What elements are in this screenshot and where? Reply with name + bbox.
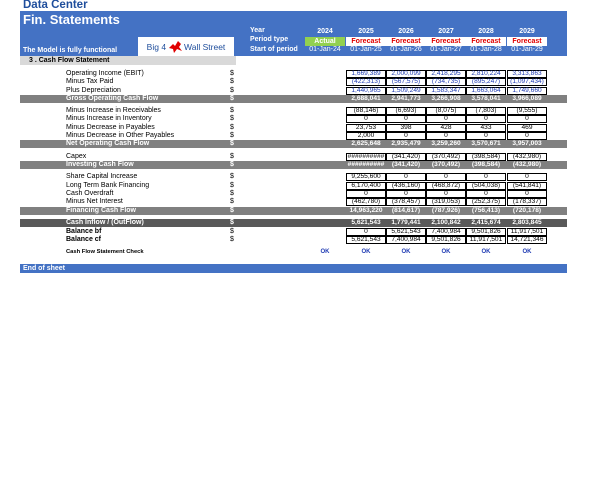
value-cell[interactable]: 9,501,826 bbox=[466, 228, 506, 236]
value-cell[interactable]: (370,492) bbox=[431, 161, 461, 168]
cash-flow-row bbox=[20, 107, 567, 115]
currency-symbol: $ bbox=[230, 219, 234, 226]
cash-flow-row bbox=[20, 173, 567, 181]
row-label: Gross Operating Cash Flow bbox=[66, 95, 159, 102]
value-cell[interactable]: 3,578,041 bbox=[471, 95, 501, 102]
cash-flow-row bbox=[20, 198, 567, 206]
value-cell[interactable]: 1,749,660 bbox=[507, 87, 547, 95]
value-cell[interactable]: (504,038) bbox=[466, 182, 506, 190]
value-cell[interactable]: 7,400,984 bbox=[426, 228, 466, 236]
value-cell[interactable]: 5,621,543 bbox=[386, 228, 426, 236]
value-cell[interactable]: 0 bbox=[466, 173, 506, 181]
cash-flow-row bbox=[20, 182, 567, 190]
currency-symbol: $ bbox=[230, 107, 234, 114]
value-cell[interactable]: 2,810,224 bbox=[466, 70, 506, 78]
value-cell[interactable]: 0 bbox=[507, 190, 547, 198]
row-label: Minus Decrease in Other Payables bbox=[66, 132, 175, 139]
section-title: 3 . Cash Flow Statement bbox=[20, 56, 236, 65]
value-cell[interactable]: 0 bbox=[507, 115, 547, 123]
value-cell[interactable]: (9,555) bbox=[507, 107, 547, 115]
value-cell[interactable]: 0 bbox=[466, 190, 506, 198]
value-cell[interactable]: 1,779,441 bbox=[391, 219, 421, 226]
value-cell[interactable]: (319,053) bbox=[426, 198, 466, 206]
value-cell[interactable]: 2,803,845 bbox=[512, 219, 542, 226]
cash-flow-row bbox=[20, 78, 567, 86]
value-cell[interactable]: (398,584) bbox=[471, 161, 501, 168]
period-type-cell[interactable]: Forecast bbox=[507, 37, 547, 46]
currency-symbol: $ bbox=[230, 70, 234, 77]
model-note: The Model is fully functional bbox=[23, 47, 118, 54]
year-cell[interactable]: 2026 bbox=[398, 28, 414, 35]
value-cell[interactable]: 3,957,003 bbox=[512, 140, 542, 147]
value-cell[interactable]: ########## bbox=[347, 153, 385, 160]
currency-symbol: $ bbox=[230, 78, 234, 85]
value-cell[interactable]: 2,625,648 bbox=[351, 140, 381, 147]
year-header-label: Year bbox=[250, 27, 265, 34]
year-cell[interactable]: 2028 bbox=[478, 28, 494, 35]
row-label: Net Operating Cash Flow bbox=[66, 140, 150, 147]
value-cell[interactable]: (756,413) bbox=[471, 207, 501, 214]
cash-flow-row bbox=[20, 190, 567, 198]
value-cell[interactable]: (462,780) bbox=[346, 198, 386, 206]
value-cell[interactable]: 433 bbox=[466, 124, 506, 132]
cash-flow-row bbox=[20, 70, 567, 78]
year-cell[interactable]: 2025 bbox=[358, 28, 374, 35]
start-date-cell[interactable]: 01-Jan-28 bbox=[470, 46, 502, 53]
value-cell[interactable]: (88,146) bbox=[346, 107, 386, 115]
row-label: Minus Decrease in Payables bbox=[66, 124, 155, 131]
value-cell[interactable]: 0 bbox=[426, 173, 466, 181]
value-cell[interactable]: (1,097,434) bbox=[507, 78, 547, 86]
cash-flow-row bbox=[20, 132, 567, 140]
currency-symbol: $ bbox=[230, 161, 234, 168]
value-cell[interactable]: (422,313) bbox=[346, 78, 386, 86]
company-logo bbox=[138, 37, 234, 56]
value-cell[interactable]: 0 bbox=[426, 190, 466, 198]
row-label: Cash Overdraft bbox=[66, 190, 114, 197]
value-cell[interactable]: (468,872) bbox=[426, 182, 466, 190]
value-cell[interactable]: 6,170,400 bbox=[346, 182, 386, 190]
value-cell[interactable]: 0 bbox=[426, 132, 466, 140]
row-label: Long Term Bank Financing bbox=[66, 182, 150, 189]
cash-flow-row bbox=[20, 228, 567, 236]
value-cell[interactable]: (341,420) bbox=[391, 161, 421, 168]
value-cell[interactable]: 2,688,041 bbox=[351, 95, 381, 102]
value-cell[interactable]: 1,509,249 bbox=[386, 87, 426, 95]
currency-symbol: $ bbox=[230, 87, 234, 94]
cash-flow-row bbox=[20, 236, 567, 244]
check-ok-cell: OK bbox=[401, 249, 411, 255]
value-cell[interactable]: 1,669,389 bbox=[346, 70, 386, 78]
value-cell[interactable]: 11,917,501 bbox=[507, 228, 547, 236]
currency-symbol: $ bbox=[230, 236, 234, 243]
period-type-cell[interactable]: Actual bbox=[305, 37, 345, 46]
check-label: Cash Flow Statement Check bbox=[66, 249, 144, 255]
currency-symbol: $ bbox=[230, 115, 234, 122]
value-cell[interactable]: 0 bbox=[346, 115, 386, 123]
currency-symbol: $ bbox=[230, 95, 234, 102]
value-cell[interactable]: 1,663,064 bbox=[466, 87, 506, 95]
period-type-cell[interactable]: Forecast bbox=[426, 37, 466, 46]
value-cell[interactable]: 1,440,965 bbox=[346, 87, 386, 95]
value-cell[interactable]: (720,178) bbox=[512, 207, 542, 214]
value-cell[interactable]: (252,375) bbox=[466, 198, 506, 206]
start-date-cell[interactable]: 01-Jan-27 bbox=[430, 46, 462, 53]
check-ok-cell: OK bbox=[441, 249, 451, 255]
sheet-title: Fin. Statements bbox=[23, 12, 120, 27]
row-label: Minus Tax Paid bbox=[66, 78, 114, 85]
value-cell[interactable]: (436,160) bbox=[386, 182, 426, 190]
value-cell[interactable]: 1,583,347 bbox=[426, 87, 466, 95]
currency-symbol: $ bbox=[230, 198, 234, 205]
period-type-header-label: Period type bbox=[250, 36, 289, 43]
row-label: Minus Increase in Receivables bbox=[66, 107, 161, 114]
start-date-cell[interactable]: 01-Jan-25 bbox=[350, 46, 382, 53]
value-cell[interactable]: (370,492) bbox=[426, 153, 466, 161]
value-cell[interactable]: 11,917,501 bbox=[466, 236, 506, 244]
check-ok-cell: OK bbox=[361, 249, 371, 255]
currency-symbol: $ bbox=[230, 207, 234, 214]
value-cell[interactable]: (432,980) bbox=[512, 161, 542, 168]
year-cell[interactable]: 2027 bbox=[438, 28, 454, 35]
value-cell[interactable]: 0 bbox=[507, 173, 547, 181]
value-cell[interactable]: (814,617) bbox=[391, 207, 421, 214]
value-cell[interactable]: 3,313,863 bbox=[507, 70, 547, 78]
value-cell[interactable]: 7,400,984 bbox=[386, 236, 426, 244]
value-cell[interactable]: 0 bbox=[507, 132, 547, 140]
year-cell[interactable]: 2024 bbox=[317, 28, 333, 35]
value-cell[interactable]: (6,693) bbox=[386, 107, 426, 115]
currency-symbol: $ bbox=[230, 124, 234, 131]
period-type-cell[interactable]: Forecast bbox=[466, 37, 506, 46]
logo-text-left: Big 4 bbox=[146, 41, 167, 52]
start-period-header-label: Start of period bbox=[250, 46, 298, 53]
cash-flow-row bbox=[20, 87, 567, 95]
value-cell[interactable]: 14,721,346 bbox=[507, 236, 547, 244]
currency-symbol: $ bbox=[230, 132, 234, 139]
start-date-cell[interactable]: 01-Jan-26 bbox=[390, 46, 422, 53]
currency-symbol: $ bbox=[230, 140, 234, 147]
end-of-sheet: End of sheet bbox=[20, 264, 567, 273]
currency-symbol: $ bbox=[230, 228, 234, 235]
value-cell[interactable]: 3,570,671 bbox=[471, 140, 501, 147]
value-cell[interactable]: (432,980) bbox=[507, 153, 547, 161]
value-cell[interactable]: 0 bbox=[346, 190, 386, 198]
value-cell[interactable]: (341,420) bbox=[386, 153, 426, 161]
value-cell[interactable]: 0 bbox=[426, 115, 466, 123]
cash-flow-row bbox=[20, 153, 567, 161]
period-type-cell[interactable]: Forecast bbox=[386, 37, 426, 46]
value-cell[interactable]: 0 bbox=[386, 190, 426, 198]
value-cell[interactable]: 5,621,543 bbox=[346, 236, 386, 244]
value-cell[interactable]: (567,575) bbox=[386, 78, 426, 86]
value-cell[interactable]: 398 bbox=[386, 124, 426, 132]
value-cell[interactable]: 0 bbox=[466, 132, 506, 140]
row-label: Minus Net Interest bbox=[66, 198, 123, 205]
bull-logo-icon bbox=[167, 39, 183, 55]
value-cell[interactable]: 9,255,600 bbox=[346, 173, 386, 181]
row-label: Plus Depreciation bbox=[66, 87, 121, 94]
cash-flow-row bbox=[20, 161, 567, 169]
cash-flow-row bbox=[20, 140, 567, 148]
row-label: Balance cf bbox=[66, 236, 102, 243]
value-cell[interactable]: 2,415,674 bbox=[471, 219, 501, 226]
value-cell[interactable]: ########## bbox=[347, 161, 385, 168]
cash-flow-row bbox=[20, 95, 567, 103]
value-cell[interactable]: 3,259,260 bbox=[431, 140, 461, 147]
cash-flow-row bbox=[20, 207, 567, 215]
value-cell[interactable]: (8,075) bbox=[426, 107, 466, 115]
value-cell[interactable]: 2,000 bbox=[346, 132, 386, 140]
year-cell[interactable]: 2029 bbox=[519, 28, 535, 35]
value-cell[interactable]: 428 bbox=[426, 124, 466, 132]
value-cell[interactable]: 3,266,908 bbox=[431, 95, 461, 102]
value-cell[interactable]: 0 bbox=[466, 115, 506, 123]
currency-symbol: $ bbox=[230, 173, 234, 180]
value-cell[interactable]: (178,337) bbox=[507, 198, 547, 206]
value-cell[interactable]: 469 bbox=[507, 124, 547, 132]
value-cell[interactable]: (398,584) bbox=[466, 153, 506, 161]
value-cell[interactable]: 23,753 bbox=[346, 124, 386, 132]
value-cell[interactable]: (541,841) bbox=[507, 182, 547, 190]
value-cell[interactable]: (378,457) bbox=[386, 198, 426, 206]
currency-symbol: $ bbox=[230, 190, 234, 197]
value-cell[interactable]: 0 bbox=[386, 173, 426, 181]
value-cell[interactable]: 2,941,773 bbox=[391, 95, 421, 102]
row-label: Minus Increase in Inventory bbox=[66, 115, 152, 122]
cash-flow-row bbox=[20, 219, 567, 227]
cash-flow-check-row bbox=[20, 248, 567, 256]
value-cell[interactable]: (895,247) bbox=[466, 78, 506, 86]
start-date-cell[interactable]: 01-Jan-24 bbox=[309, 46, 341, 53]
app-title: Data Center bbox=[23, 0, 88, 11]
value-cell[interactable]: 14,963,220 bbox=[349, 207, 383, 214]
value-cell[interactable]: (734,735) bbox=[426, 78, 466, 86]
value-cell[interactable]: 9,501,826 bbox=[426, 236, 466, 244]
row-label: Capex bbox=[66, 153, 87, 160]
value-cell[interactable]: 5,621,543 bbox=[351, 219, 381, 226]
cash-flow-row bbox=[20, 124, 567, 132]
row-label: Operating Income (EBIT) bbox=[66, 70, 144, 77]
value-cell[interactable]: (787,926) bbox=[431, 207, 461, 214]
logo-text-right: Wall Street bbox=[184, 41, 226, 52]
row-label: Financing Cash Flow bbox=[66, 207, 137, 214]
row-label: Share Capital Increase bbox=[66, 173, 138, 180]
value-cell[interactable]: 2,935,479 bbox=[391, 140, 421, 147]
currency-symbol: $ bbox=[230, 153, 234, 160]
row-label: Cash Inflow / (OutFlow) bbox=[66, 219, 144, 226]
period-type-cell[interactable]: Forecast bbox=[346, 37, 386, 46]
cash-flow-row bbox=[20, 115, 567, 123]
currency-symbol: $ bbox=[230, 182, 234, 189]
value-cell[interactable]: 2,000,099 bbox=[386, 70, 426, 78]
value-cell[interactable]: 2,418,295 bbox=[426, 70, 466, 78]
start-date-cell[interactable]: 01-Jan-29 bbox=[511, 46, 543, 53]
check-ok-cell: OK bbox=[320, 249, 330, 255]
check-ok-cell: OK bbox=[522, 249, 532, 255]
value-cell[interactable]: 0 bbox=[386, 132, 426, 140]
value-cell[interactable]: 0 bbox=[386, 115, 426, 123]
check-ok-cell: OK bbox=[481, 249, 491, 255]
row-label: Investing Cash Flow bbox=[66, 161, 134, 168]
value-cell[interactable]: (7,803) bbox=[466, 107, 506, 115]
value-cell[interactable]: 3,966,089 bbox=[512, 95, 542, 102]
row-label: Balance bf bbox=[66, 228, 102, 235]
value-cell[interactable]: 0 bbox=[346, 228, 386, 236]
value-cell[interactable]: 2,100,842 bbox=[431, 219, 461, 226]
